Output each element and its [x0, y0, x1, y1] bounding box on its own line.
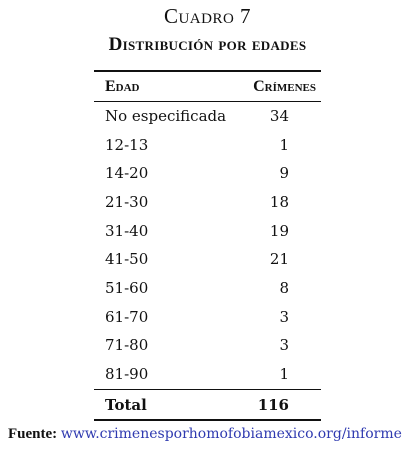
age-cell: 12-13 — [105, 136, 149, 154]
table-row — [94, 274, 321, 302]
table-total-rule — [94, 389, 321, 390]
table-bottom-rule — [94, 419, 321, 421]
crimes-cell: 18 — [269, 193, 289, 211]
age-cell: 71-80 — [105, 336, 149, 354]
age-cell: No especificada — [105, 107, 227, 125]
crimes-cell: 34 — [269, 107, 289, 125]
table-caption-label: Cuadro 7 — [163, 4, 252, 28]
table-row — [94, 188, 321, 216]
table-total-row — [94, 391, 321, 419]
age-cell: 81-90 — [105, 365, 149, 383]
table-row — [94, 303, 321, 331]
total-label: Total — [105, 396, 147, 414]
age-cell: 14-20 — [105, 164, 149, 182]
crimes-cell: 3 — [279, 336, 289, 354]
table-row — [94, 245, 321, 273]
source-note — [8, 426, 402, 443]
age-cell: 51-60 — [105, 279, 149, 297]
table-row — [94, 159, 321, 187]
crimes-cell: 1 — [279, 136, 289, 154]
table-row — [94, 331, 321, 359]
age-cell: 31-40 — [105, 222, 149, 240]
table-row — [94, 102, 321, 130]
column-header-age: Edad — [105, 78, 140, 95]
table-row — [94, 360, 321, 388]
source-link[interactable]: www.crimenesporhomofobiamexico.org/informe — [60, 426, 402, 442]
crimes-cell: 3 — [279, 308, 289, 326]
table-header-row — [94, 73, 321, 101]
age-cell: 41-50 — [105, 250, 149, 268]
table-top-rule — [94, 70, 321, 72]
table-row — [94, 131, 321, 159]
table-row — [94, 217, 321, 245]
source-label: Fuente: — [8, 426, 58, 442]
age-cell: 21-30 — [105, 193, 149, 211]
crimes-cell: 1 — [279, 365, 289, 383]
crimes-cell: 21 — [269, 250, 289, 268]
table-title: Distribución por edades — [108, 34, 307, 55]
total-value: 116 — [257, 396, 289, 414]
crimes-cell: 19 — [269, 222, 289, 240]
column-header-crimes: Crímenes — [253, 78, 316, 95]
age-cell: 61-70 — [105, 308, 149, 326]
crimes-cell: 8 — [279, 279, 289, 297]
crimes-cell: 9 — [279, 164, 289, 182]
